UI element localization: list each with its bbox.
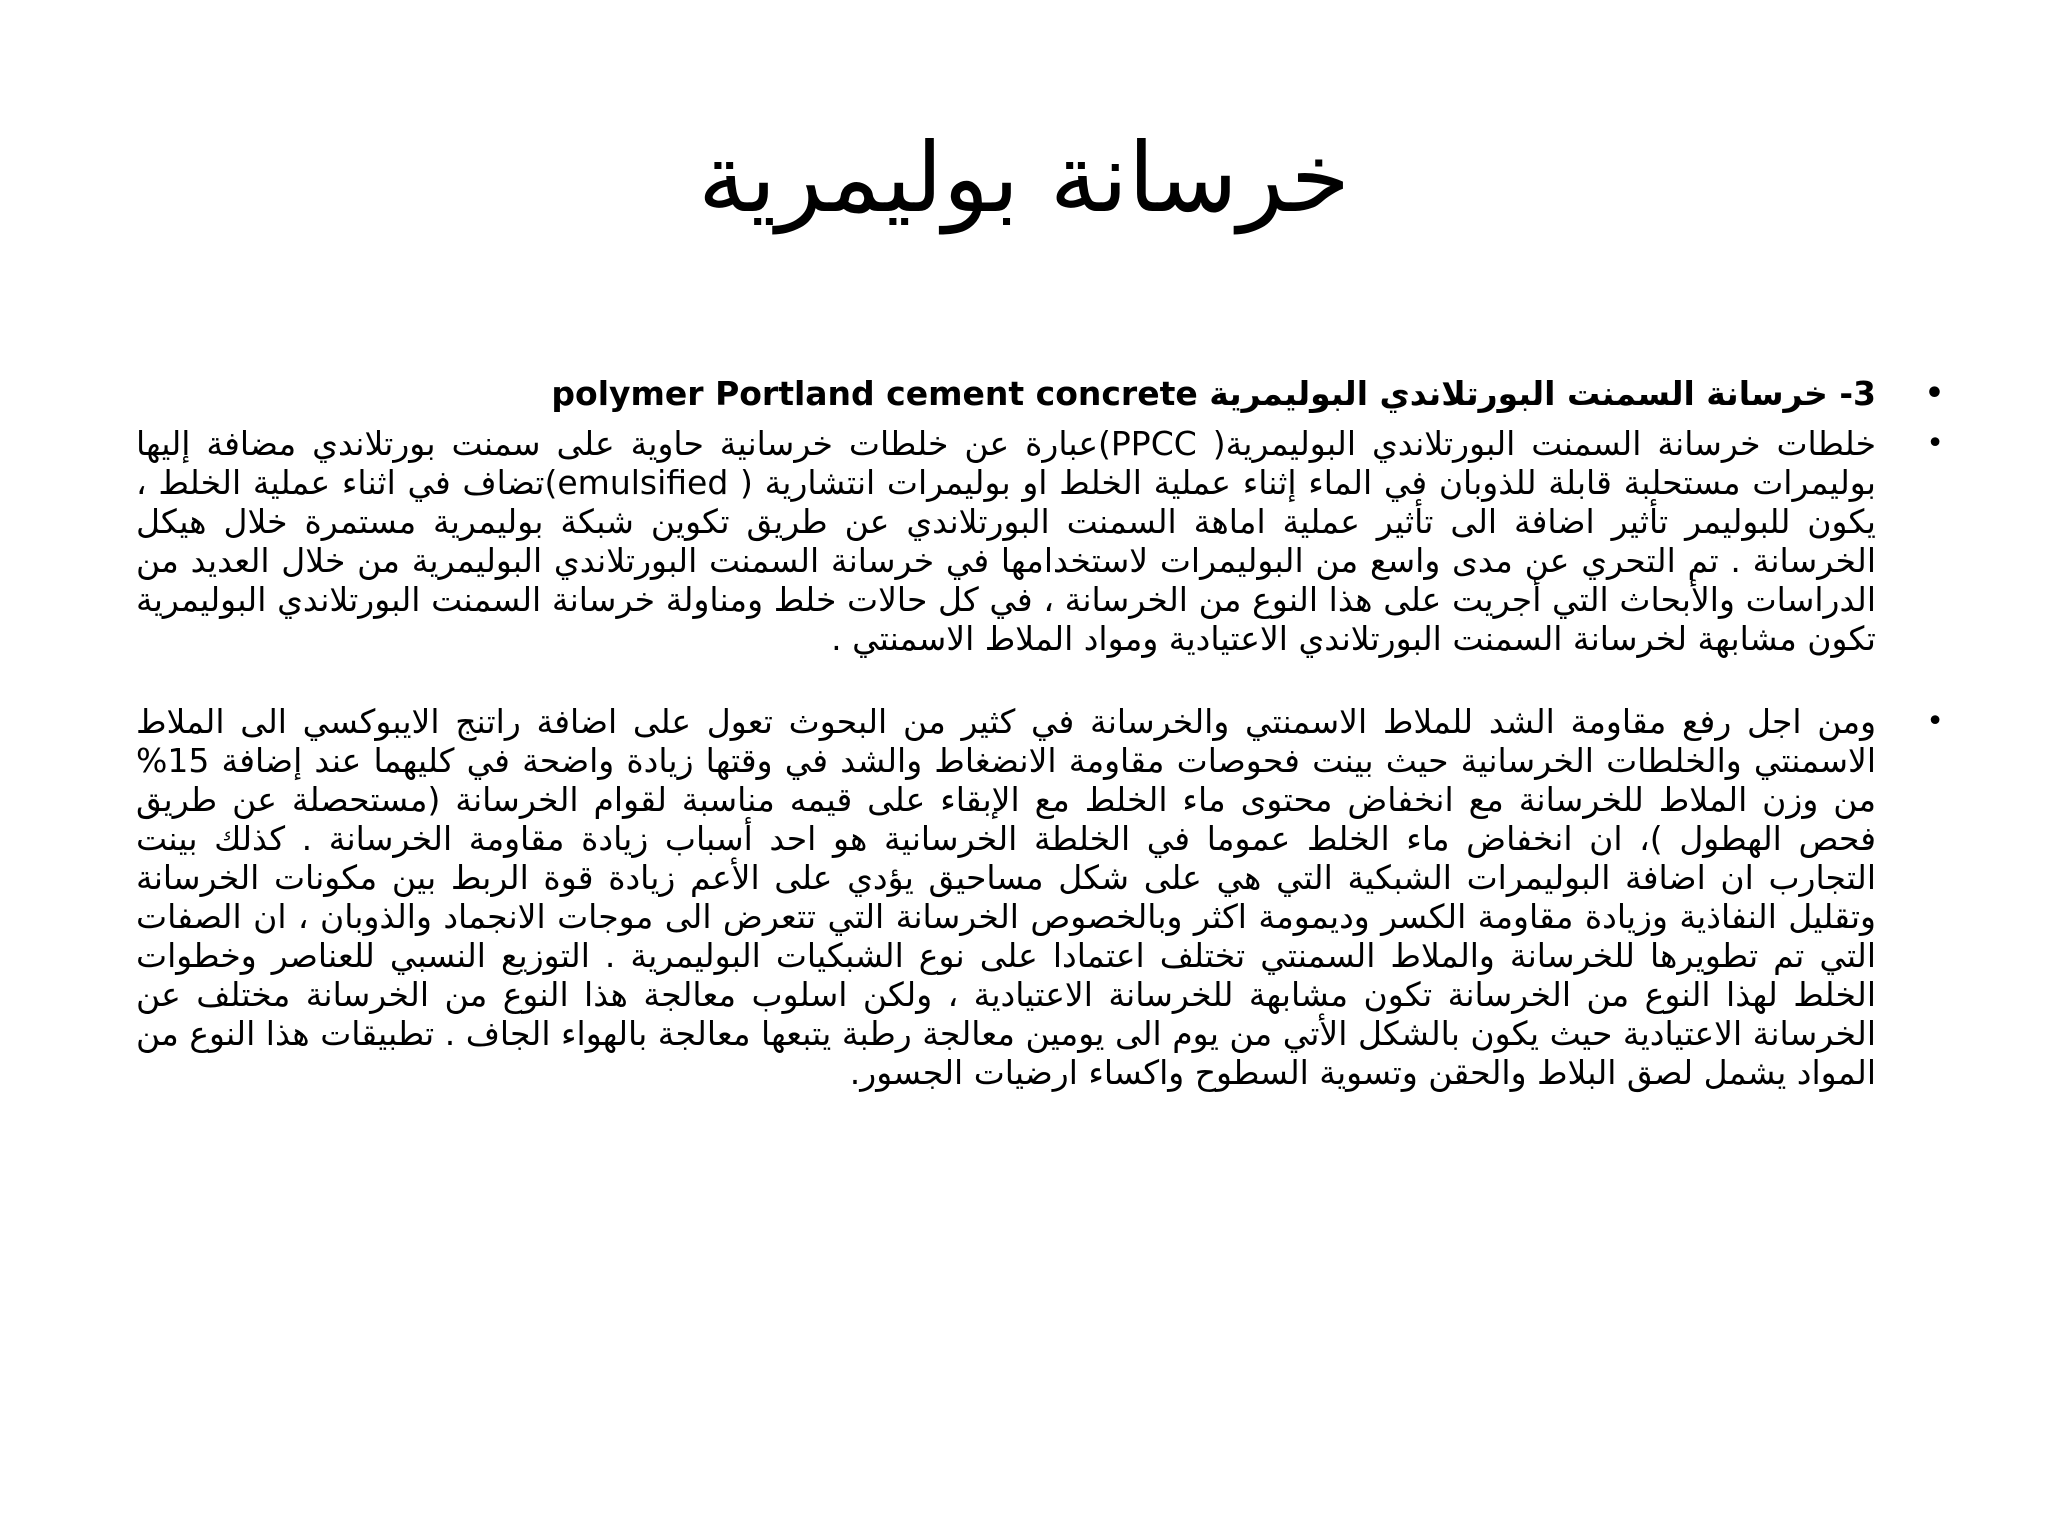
- slide-title: خرسانة بوليمرية: [698, 122, 1350, 234]
- bullet-item-paragraph-1: [136, 424, 1944, 658]
- bullet-icon: •: [1924, 376, 1944, 411]
- slide-body: [136, 364, 1944, 1092]
- paragraph-text: خلطات خرسانة السمنت البورتلاندي البوليمرية( PPCC)عبارة عن خلطات خرسانية حاوية على سمنت بورتلاندي مضافة إليها بوليمرات مستحلبة قابلة للذوبان في الماء إثناء عملية الخلط او بوليمرات انتشارية ( emulsified)تضاف في اثناء عملية الخلط ، يكون للبوليمر تأثير اضافة الى تأثير عملية اماهة السمنت البورتلاندي عن طريق تكوين شبكة بوليمرية مستمرة خلال هيكل الخرسانة . تم التحري عن مدى واسع من البوليمرات لاستخدامها في خرسانة السمنت البورتلاندي البوليمرية من خلال العديد من الدراسات والأبحاث التي أجريت على هذا النوع من الخرسانة ، في كل حالات خلط ومناولة خرسانة السمنت البورتلاندي البوليمرية تكون مشابهة لخرسانة السمنت البورتلاندي الاعتيادية ومواد الملاط الاسمنتي .: [136, 424, 1876, 658]
- paragraph-text: ومن اجل رفع مقاومة الشد للملاط الاسمنتي والخرسانة في كثير من البحوث تعول على اضافة راتنج الايبوكسي الى الملاط الاسمنتي والخلطات الخرسانية حيث بينت فحوصات مقاومة الانضغاط والشد في وقتها زيادة واضحة في كليهما عند إضافة 15% من وزن الملاط للخرسانة مع انخفاض محتوى ماء الخلط مع الإبقاء على قيمه مناسبة لقوام الخرسانة (مستحصلة عن طريق فحص الهطول )، ان انخفاض ماء الخلط عموما في الخلطة الخرسانية هو احد أسباب زيادة مقاومة الخرسانة . كذلك بينت التجارب ان اضافة البوليمرات الشبكية التي هي على شكل مساحيق يؤدي على الأعم زيادة قوة الربط بين مكونات الخرسانة وتقليل النفاذية وزيادة مقاومة الكسر وديمومة اكثر وبالخصوص الخرسانة التي تتعرض الى موجات الانجماد والذوبان ، ان الصفات التي تم تطويرها للخرسانة والملاط السمنتي تختلف اعتمادا على نوع الشبكيات البوليمرية . التوزيع النسبي للعناصر وخطوات الخلط لهذا النوع من الخرسانة تكون مشابهة للخرسانة الاعتيادية ، ولكن اسلوب معالجة هذا النوع من الخرسانة مختلف عن الخرسانة الاعتيادية حيث يكون بالشكل الأتي من يوم الى يومين معالجة رطبة يتبعها معالجة بالهواء الجاف . تطبيقات هذا النوع من المواد يشمل لصق البلاط والحقن وتسوية السطوح واكساء ارضيات الجسور.: [136, 702, 1876, 1092]
- bullet-icon: •: [1926, 426, 1944, 461]
- heading-text: 3- خرسانة السمنت البورتلاندي البوليمرية polymer Portland cement concrete: [551, 374, 1876, 413]
- bullet-item-paragraph-2: [136, 702, 1944, 1092]
- bullet-icon: •: [1926, 704, 1944, 739]
- bullet-item-heading: [136, 364, 1944, 424]
